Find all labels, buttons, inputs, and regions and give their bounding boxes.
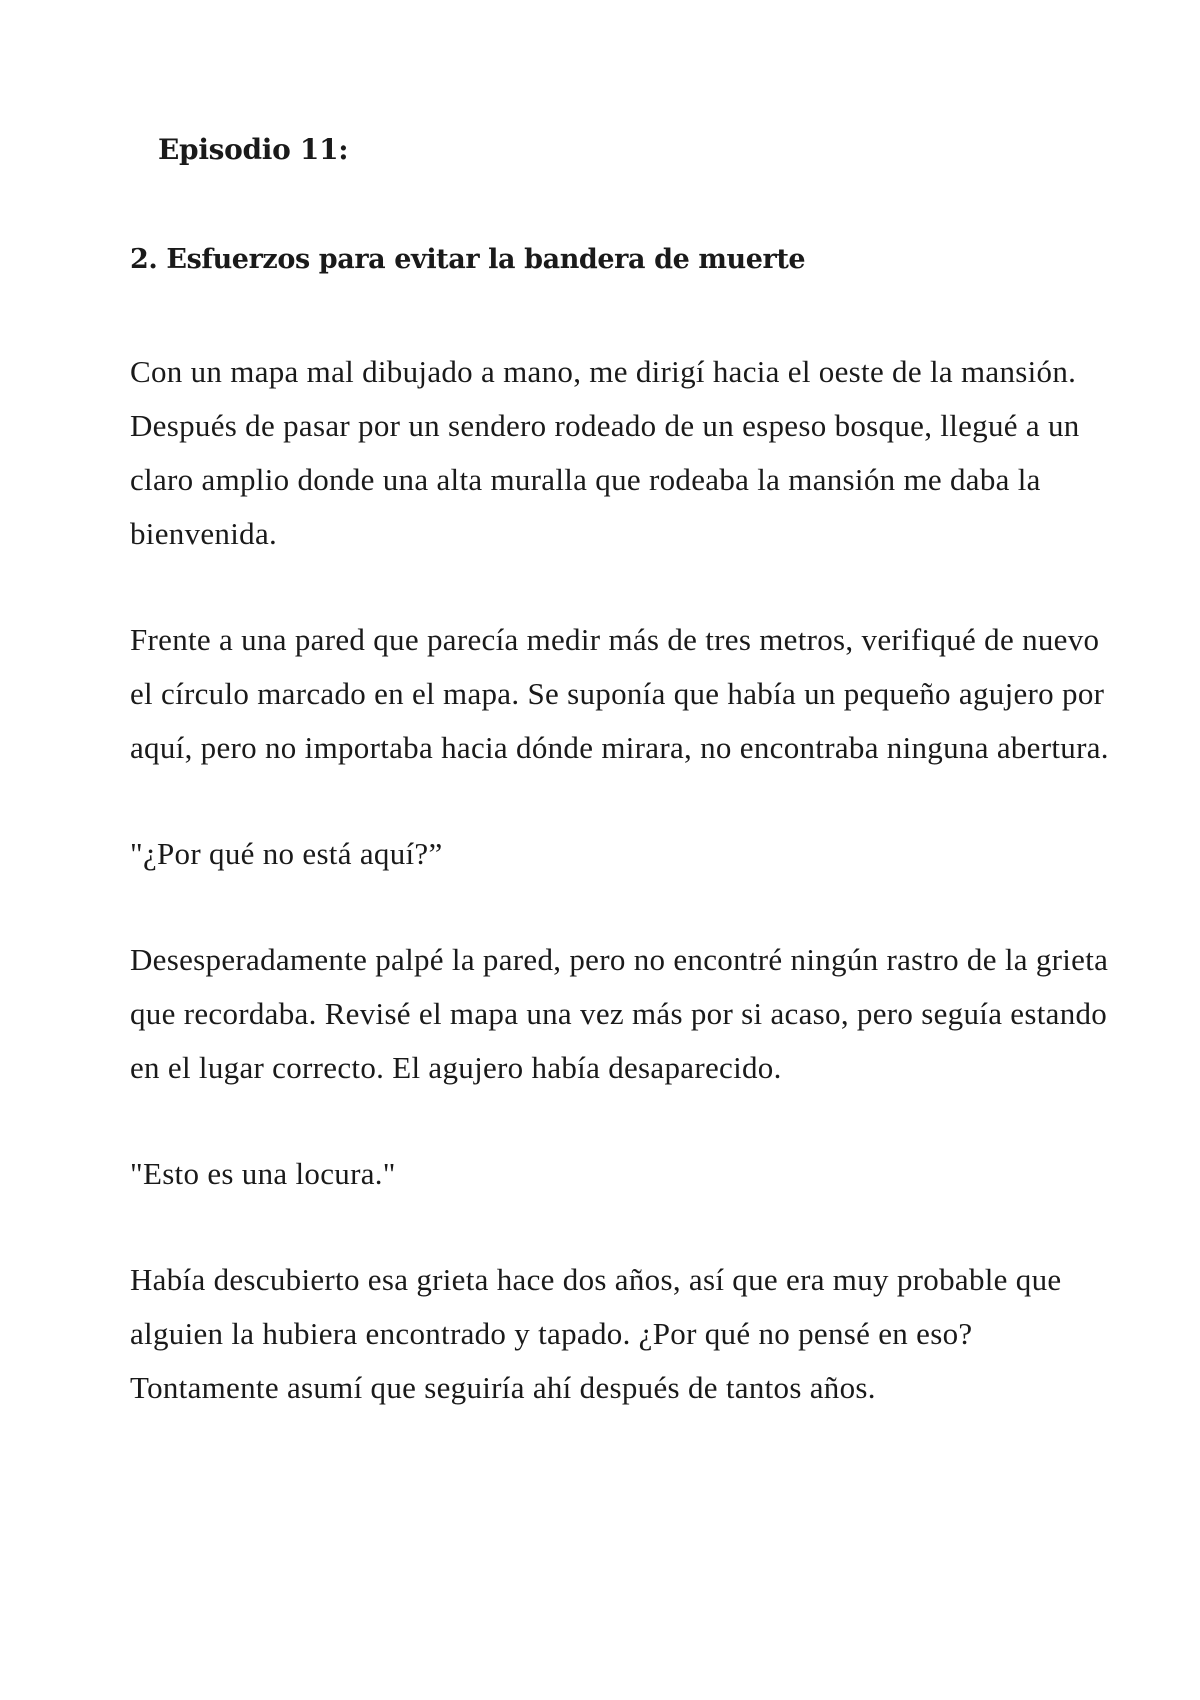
paragraph-3: Desesperadamente palpé la pared, pero no encontré ningún rastro de la grieta que recordaba. Revisé el mapa una vez más por si acaso, pero seguía estando en el lugar correcto. El agujero había desaparecido. <box>130 942 1109 1085</box>
dialogue-line-2: "Esto es una locura." <box>130 1156 396 1191</box>
paragraph-1: Con un mapa mal dibujado a mano, me dirigí hacia el oeste de la mansión. Después de pasar por un sendero rodeado de un espeso bosque, llegué a un claro amplio donde una alta muralla que rodeaba la mansión me daba la bienvenida. <box>130 354 1080 551</box>
story-body <box>130 345 1110 1467</box>
paragraph-2: Frente a una pared que parecía medir más de tres metros, verifiqué de nuevo el círculo marcado en el mapa. Se suponía que había un pequeño agujero por aquí, pero no importaba hacia dónde mirara, no encontraba ninguna abertura. <box>130 622 1109 765</box>
episode-title: Episodio 11: <box>158 133 349 166</box>
paragraph-4: Había descubierto esa grieta hace dos años, así que era muy probable que alguien la hubiera encontrado y tapado. ¿Por qué no pensé en eso? Tontamente asumí que seguiría ahí después de tantos años. <box>130 1262 1062 1405</box>
dialogue-line-1: "¿Por qué no está aquí?” <box>130 836 443 871</box>
section-heading: 2. Esfuerzos para evitar la bandera de muerte <box>130 244 806 275</box>
